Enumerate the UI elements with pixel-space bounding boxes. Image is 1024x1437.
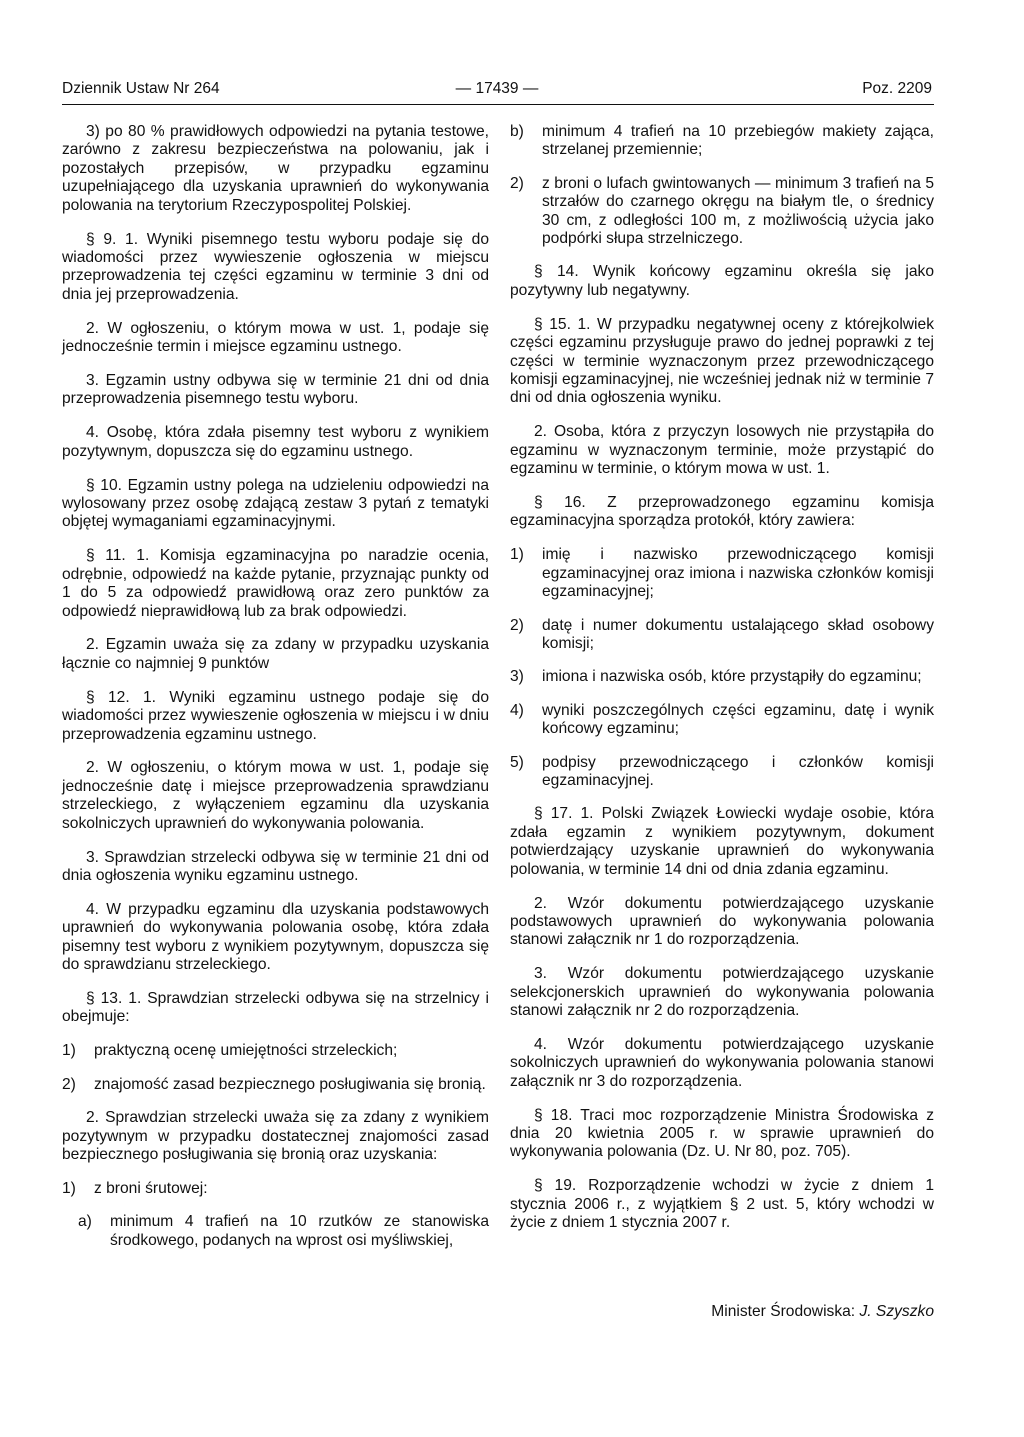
list-text: podpisy przewodniczącego i członków komisji egzaminacyjnej. xyxy=(542,753,934,789)
list-number: 1) xyxy=(62,1042,76,1060)
list-item xyxy=(510,175,934,249)
list-number: 2) xyxy=(510,174,524,192)
list-text: datę i numer dokumentu ustalającego skład osobowy komisji; xyxy=(542,616,934,652)
list-text: znajomość zasad bezpiecznego posługiwania się bronią. xyxy=(94,1075,486,1093)
paragraph: 2. Sprawdzian strzelecki uważa się za zdany z wynikiem pozytywnym w przypadku dostatecznej znajomości zasad bezpiecznego posługiwania się bronią oraz uzyskania: xyxy=(62,1109,489,1163)
paragraph: § 11. 1. Komisja egzaminacyjna po naradzie ocenia, odrębnie, odpowiedź na każde pytanie, przyznając punkty od 1 do 5 za odpowiedź prawidłową oraz zero punktów za odpowiedź nieprawidłową lub za brak odpowiedzi. xyxy=(62,547,489,620)
list-number: 1) xyxy=(510,546,524,564)
paragraph: § 13. 1. Sprawdzian strzelecki odbywa się na strzelnicy i obejmuje: xyxy=(62,990,489,1026)
paragraph: § 18. Traci moc rozporządzenie Ministra Środowiska z dnia 20 kwietnia 2005 r. w sprawie uprawnień do wykonywania polowania (Dz. U. Nr 80, poz. 705). xyxy=(510,1106,934,1161)
list-number: 1) xyxy=(62,1179,76,1197)
page-header xyxy=(62,80,932,106)
signature-name: J. Szyszko xyxy=(859,1303,934,1320)
list-text: imiona i nazwiska osób, które przystąpiły do egzaminu; xyxy=(542,668,922,686)
paragraph: 2. Wzór dokumentu potwierdzającego uzyskanie podstawowych uprawnień do wykonywania polowania stanowi załącznik nr 1 do rozporządzenia. xyxy=(510,894,934,949)
paragraph: 3) po 80 % prawidłowych odpowiedzi na pytania testowe, zarówno z zakresu bezpieczeństwa na polowaniu, jak i pozostałych przepisów, w przypadku egzaminu uzupełniającego dla uzyskania uprawnień do wykonywania polowania na terytorium Rzeczypospolitej Polskiej. xyxy=(62,123,489,214)
list-text: praktyczną ocenę umiejętności strzeleckich; xyxy=(94,1042,398,1060)
signature-role: Minister Środowiska: xyxy=(711,1303,860,1320)
position-number: Poz. 2209 xyxy=(862,80,932,97)
right-column xyxy=(510,123,934,1248)
paragraph: 4. Wzór dokumentu potwierdzającego uzyskanie sokolniczych uprawnień do wykonywania polowania stanowi załącznik nr 3 do rozporządzenia. xyxy=(510,1035,934,1090)
list-text: z broni śrutowej: xyxy=(94,1179,208,1197)
paragraph: § 10. Egzamin ustny polega na udzieleniu odpowiedzi na wylosowany przez osobę zdającą zestaw 3 pytań z tematyki objętej wymaganiami egzaminacyjnymi. xyxy=(62,476,489,531)
list-item xyxy=(62,1076,489,1094)
list-text: z broni o lufach gwintowanych — minimum 3 trafień na 5 strzałów do czarnego okręgu na białym tle, o średnicy 30 cm, z odległości 100 m, z możliwością użycia jako podpórki słupa strzelniczego. xyxy=(542,174,934,248)
list-item xyxy=(510,668,934,686)
paragraph: 2. Osoba, która z przyczyn losowych nie przystąpiła do egzaminu w wyznaczonym terminie, może przystąpić do egzaminu w terminie, o którym mowa w ust. 1. xyxy=(510,423,934,478)
paragraph: 4. Osobę, która zdała pisemny test wyboru z wynikiem pozytywnym, dopuszcza się do egzaminu ustnego. xyxy=(62,424,489,460)
list-number: 2) xyxy=(510,616,524,634)
paragraph: 4. W przypadku egzaminu dla uzyskania podstawowych uprawnień do wykonywania polowania osobę, która zdała pisemny test wyboru z wynikiem pozytywnym, dopuszcza się do sprawdzianu strzeleckiego. xyxy=(62,900,489,974)
paragraph: § 14. Wynik końcowy egzaminu określa się jako pozytywny lub negatywny. xyxy=(510,263,934,299)
paragraph: 2. W ogłoszeniu, o którym mowa w ust. 1, podaje się jednocześnie termin i miejsce egzaminu ustnego. xyxy=(62,319,489,356)
list-text: imię i nazwisko przewodniczącego komisji egzaminacyjnej oraz imiona i nazwiska członków komisji egzaminacyjnej; xyxy=(542,546,934,601)
paragraph: 3. Egzamin ustny odbywa się w terminie 21 dni od dnia przeprowadzenia pisemnego testu wyboru. xyxy=(62,371,489,408)
journal-title: Dziennik Ustaw Nr 264 xyxy=(62,80,220,97)
list-number: 2) xyxy=(62,1075,76,1093)
list-item xyxy=(510,702,934,739)
list-letter: b) xyxy=(510,123,524,140)
list-subitem xyxy=(62,1213,489,1250)
paragraph: § 16. Z przeprowadzonego egzaminu komisja egzaminacyjna sporządza protokół, który zawiera: xyxy=(510,494,934,530)
paragraph: § 17. 1. Polski Związek Łowiecki wydaje osobie, która zdała egzamin z wynikiem pozytywnym, dokument potwierdzający uzyskanie uprawnień do wykonywania polowania, w terminie 14 dni od dnia zdania egzaminu. xyxy=(510,805,934,878)
list-item xyxy=(62,1180,489,1198)
signature xyxy=(510,1303,934,1321)
list-text: minimum 4 trafień na 10 rzutków ze stanowiska środkowego, podanych na wprost osi myśliwskiej, xyxy=(110,1213,489,1249)
list-item xyxy=(510,546,934,601)
paragraph: 2. Egzamin uważa się za zdany w przypadku uzyskania łącznie co najmniej 9 punktów xyxy=(62,636,489,672)
paragraph: § 12. 1. Wyniki egzaminu ustnego podaje się do wiadomości przez wywieszenie ogłoszenia w miejscu i w dniu przeprowadzenia egzaminu ustnego. xyxy=(62,688,489,743)
paragraph: 2. W ogłoszeniu, o którym mowa w ust. 1, podaje się jednocześnie datę i miejsce przeprowadzenia sprawdzianu strzeleckiego, z wyłączeniem egzaminu dla uzyskania sokolniczych uprawnień do wykonywania polowania. xyxy=(62,759,489,832)
header-rule xyxy=(62,104,934,105)
list-item xyxy=(62,1042,489,1060)
list-item xyxy=(510,617,934,654)
paragraph: § 9. 1. Wyniki pisemnego testu wyboru podaje się do wiadomości przez wywieszenie ogłoszenia w miejscu przeprowadzenia tej części egzaminu w terminie 3 dni od dnia jej przeprowadzenia. xyxy=(62,230,489,303)
paragraph: § 19. Rozporządzenie wchodzi w życie z dniem 1 stycznia 2006 r., z wyjątkiem § 2 ust. 5, który wchodzi w życie z dniem 1 stycznia 2007 r. xyxy=(510,1177,934,1232)
list-number: 5) xyxy=(510,753,524,771)
paragraph: 3. Sprawdzian strzelecki odbywa się w terminie 21 dni od dnia ogłoszenia wyniku egzaminu ustnego. xyxy=(62,848,489,884)
list-text: minimum 4 trafień na 10 przebiegów makiety zająca, strzelanej przemiennie; xyxy=(542,123,934,159)
paragraph: 3. Wzór dokumentu potwierdzającego uzyskanie selekcjonerskich uprawnień do wykonywania polowania stanowi załącznik nr 2 do rozporządzenia. xyxy=(510,965,934,1020)
list-text: wyniki poszczególnych części egzaminu, datę i wynik końcowy egzaminu; xyxy=(542,701,934,738)
list-subitem xyxy=(510,123,934,160)
list-letter: a) xyxy=(78,1213,92,1231)
list-number: 3) xyxy=(510,668,524,686)
list-number: 4) xyxy=(510,701,524,719)
list-item xyxy=(510,754,934,791)
page-number: — 17439 — xyxy=(455,80,539,97)
paragraph: § 15. 1. W przypadku negatywnej oceny z którejkolwiek części egzaminu przysługuje prawo do jednej poprawki z tej części w terminie wyznaczonym przez przewodniczącego komisji egzaminacyjnej, nie wcześniej jednak niż w terminie 7 dni od dnia ogłoszenia wyniku. xyxy=(510,315,934,407)
left-column xyxy=(62,123,489,1265)
